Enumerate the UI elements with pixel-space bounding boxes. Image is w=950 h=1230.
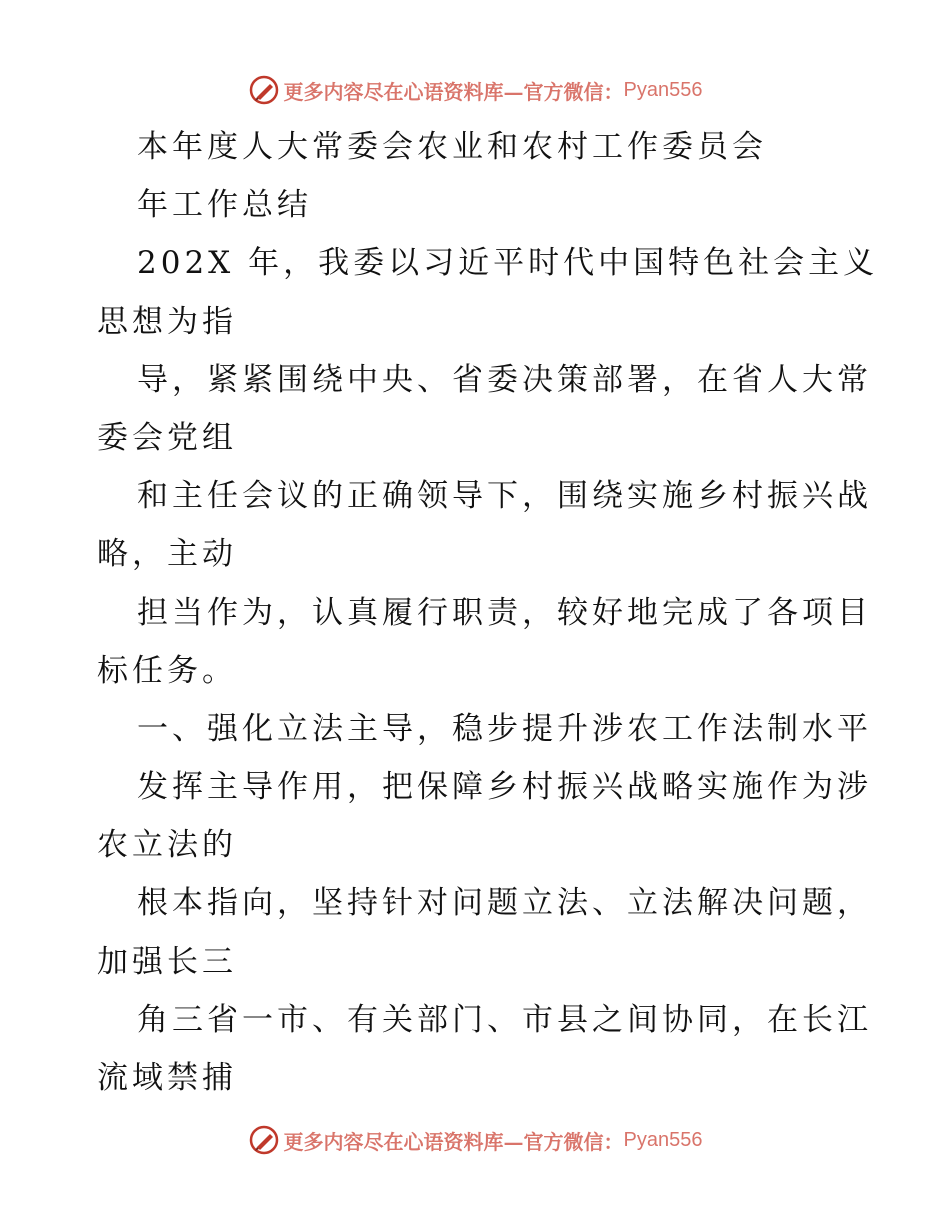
document-line: 202X 年，我委以习近平时代中国特色社会主义 [137,245,879,282]
document-line: 发挥主导作用，把保障乡村振兴战略实施作为涉 [137,769,872,806]
section-heading: 一、强化立法主导，稳步提升涉农工作法制水平 [137,710,872,747]
banner-wechat-id: Pyan556 [623,78,703,101]
pen-logo-icon [248,1124,280,1156]
document-line: 年工作总结 [137,187,312,224]
document-line: 农立法的 [97,827,237,864]
document-line: 本年度人大常委会农业和农村工作委员会 [137,129,767,165]
document-line: 加强长三 [97,943,237,980]
document-line: 和主任会议的正确领导下，围绕实施乡村振兴战 [137,478,872,515]
document-line: 根本指向，坚持针对问题立法、立法解决问题， [137,885,872,922]
document-line: 担当作为，认真履行职责，较好地完成了各项目 [137,594,872,631]
document-line: 委会党组 [97,419,237,456]
footer-banner [0,1120,950,1160]
header-banner [0,70,950,110]
document-line: 流域禁捕 [97,1060,237,1096]
document-line: 导，紧紧围绕中央、省委决策部署，在省人大常 [137,361,872,398]
banner-text: 更多内容尽在心语资料库—官方微信： [283,79,624,104]
pen-logo-icon [248,74,280,106]
document-line: 角三省一市、有关部门、市县之间协同，在长江 [137,1001,872,1038]
document-line: 略，主动 [97,536,237,573]
document-line: 标任务。 [97,652,237,689]
banner-wechat-id: Pyan556 [623,1128,703,1151]
document-line: 思想为指 [97,303,237,340]
banner-text: 更多内容尽在心语资料库—官方微信： [283,1129,624,1154]
document-body [97,118,879,1107]
